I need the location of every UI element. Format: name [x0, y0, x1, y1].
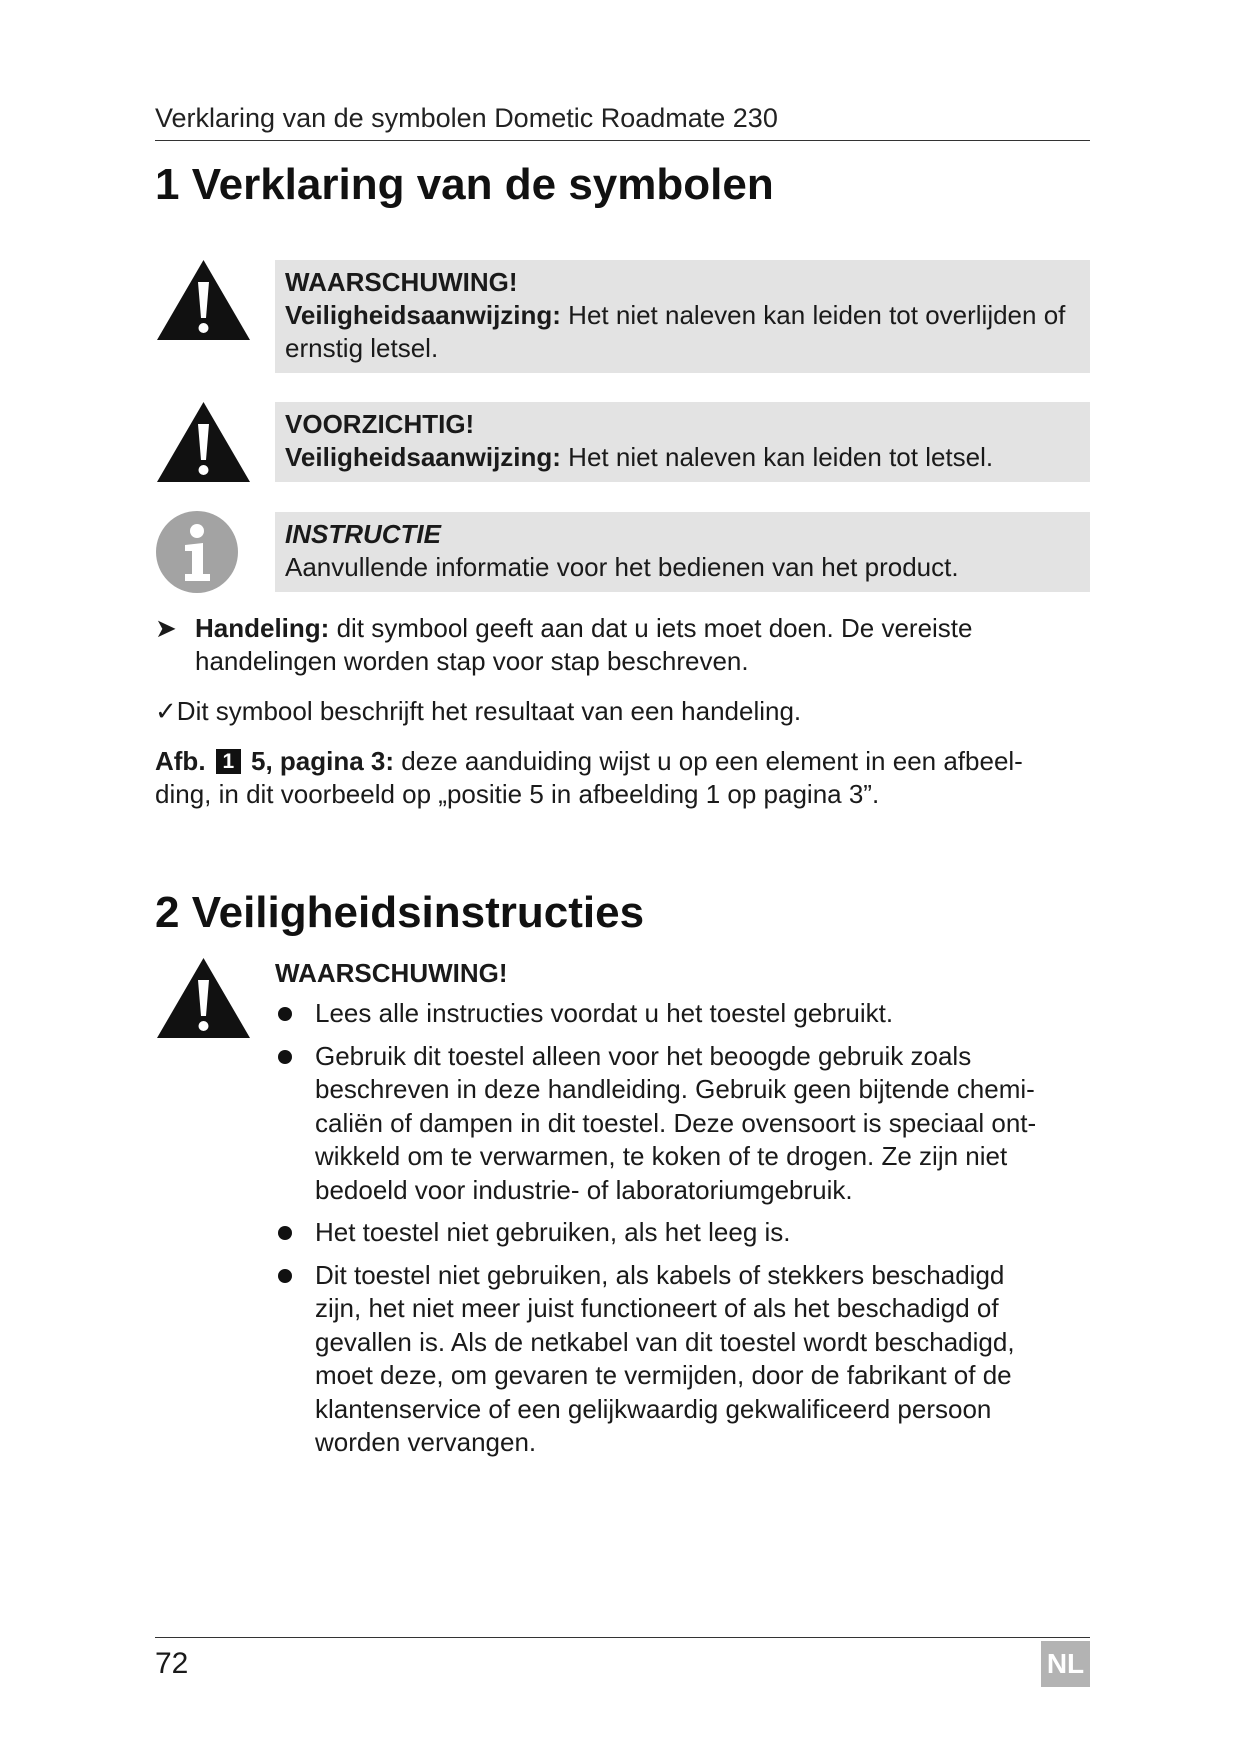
figure-number-badge: 1: [216, 749, 241, 774]
list-item-line: beschreven in deze handleiding. Gebruik geen bijtende chemi-: [315, 1074, 1035, 1104]
list-item-line: Dit toestel niet gebruiken, als kabels of stekkers beschadigd: [315, 1259, 1005, 1290]
language-badge: NL: [1041, 1641, 1090, 1687]
list-item-line: Het toestel niet gebruiken, als het leeg is.: [315, 1217, 791, 1247]
warning-note: [275, 260, 1090, 373]
result-paragraph: [155, 695, 1090, 728]
action-text-line2: handelingen worden stap voor stap beschreven.: [195, 646, 749, 676]
note-text: Het niet naleven kan leiden tot overlijden of ernstig letsel.: [285, 300, 1066, 363]
figure-text: deze aanduiding wijst u op een element in een afbeel-: [394, 746, 1023, 776]
list-item-line: caliën of dampen in dit toestel. Deze ovensoort is speciaal ont-: [315, 1107, 1037, 1138]
instruction-note: [275, 512, 1090, 592]
note-text: Het niet naleven kan leiden tot letsel.: [560, 442, 994, 472]
note-title: VOORZICHTIG!: [285, 409, 475, 439]
arrow-icon: ➤: [155, 613, 177, 643]
note-label: Veiligheidsaanwijzing:: [285, 300, 561, 330]
figure-label: Afb.: [155, 746, 206, 776]
note-body: [285, 299, 1080, 365]
header-rule: [155, 140, 1090, 141]
manual-page: [155, 0, 1090, 1754]
warning-triangle-icon: [155, 956, 252, 1040]
result-text: Dit symbool beschrijft het resultaat van een handeling.: [176, 696, 802, 726]
note-title: INSTRUCTIE: [285, 519, 441, 549]
action-paragraph: [155, 612, 1090, 678]
safety-warning-title: WAARSCHUWING!: [275, 958, 508, 988]
safety-instructions-list: [275, 997, 1090, 1469]
list-item-line: gevallen is. Als de netkabel van dit toestel wordt beschadigd,: [315, 1326, 1015, 1357]
list-item-line: bedoeld voor industrie- of laboratoriumgebruik.: [315, 1174, 853, 1205]
list-item: [275, 1259, 1090, 1460]
list-item-line: Lees alle instructies voordat u het toestel gebruikt.: [315, 998, 894, 1028]
note-label: Veiligheidsaanwijzing:: [285, 442, 561, 472]
section-2-title: 2 Veiligheidsinstructies: [155, 888, 645, 937]
action-text: dit symbool geeft aan dat u iets moet doen. De vereiste: [329, 613, 973, 643]
list-item: [275, 1216, 1090, 1250]
warning-triangle-icon: [155, 258, 252, 342]
caution-note: [275, 402, 1090, 482]
warning-triangle-icon: [155, 400, 252, 484]
list-item-line: klantenservice of een gelijkwaardig gekwalificeerd persoon: [315, 1393, 992, 1424]
note-body: [285, 441, 1080, 474]
page-number: 72: [155, 1647, 189, 1680]
list-item-line: Gebruik dit toestel alleen voor het beoogde gebruik zoals: [315, 1040, 972, 1071]
figure-text-line2: ding, in dit voorbeeld op „positie 5 in afbeelding 1 op pagina 3”.: [155, 779, 880, 809]
checkmark-icon: ✓: [155, 696, 177, 726]
note-title: WAARSCHUWING!: [285, 267, 518, 297]
figure-reference-paragraph: [155, 745, 1090, 811]
list-item: [275, 1040, 1090, 1208]
running-header: Verklaring van de symbolen Dometic Roadmate 230: [155, 103, 778, 133]
bullet-icon: [278, 1007, 292, 1021]
action-label: Handeling:: [195, 613, 330, 643]
list-item-line: moet deze, om gevaren te vermijden, door de fabrikant of de: [315, 1360, 1012, 1390]
bullet-icon: [278, 1269, 292, 1283]
note-text: Aanvullende informatie voor het bedienen van het product.: [285, 552, 959, 582]
figure-position: 5, pagina 3:: [251, 746, 395, 776]
footer-rule: [155, 1637, 1090, 1638]
list-item: [275, 997, 1090, 1031]
list-item-line: zijn, het niet meer juist functioneert of als het beschadigd of: [315, 1293, 999, 1323]
bullet-icon: [278, 1226, 292, 1240]
list-item-line: worden vervangen.: [315, 1427, 537, 1457]
section-1-title: 1 Verklaring van de symbolen: [155, 160, 774, 209]
list-item-line: wikkeld om te verwarmen, te koken of te drogen. Ze zijn niet: [315, 1141, 1008, 1171]
info-icon: [155, 510, 239, 594]
bullet-icon: [278, 1050, 292, 1064]
